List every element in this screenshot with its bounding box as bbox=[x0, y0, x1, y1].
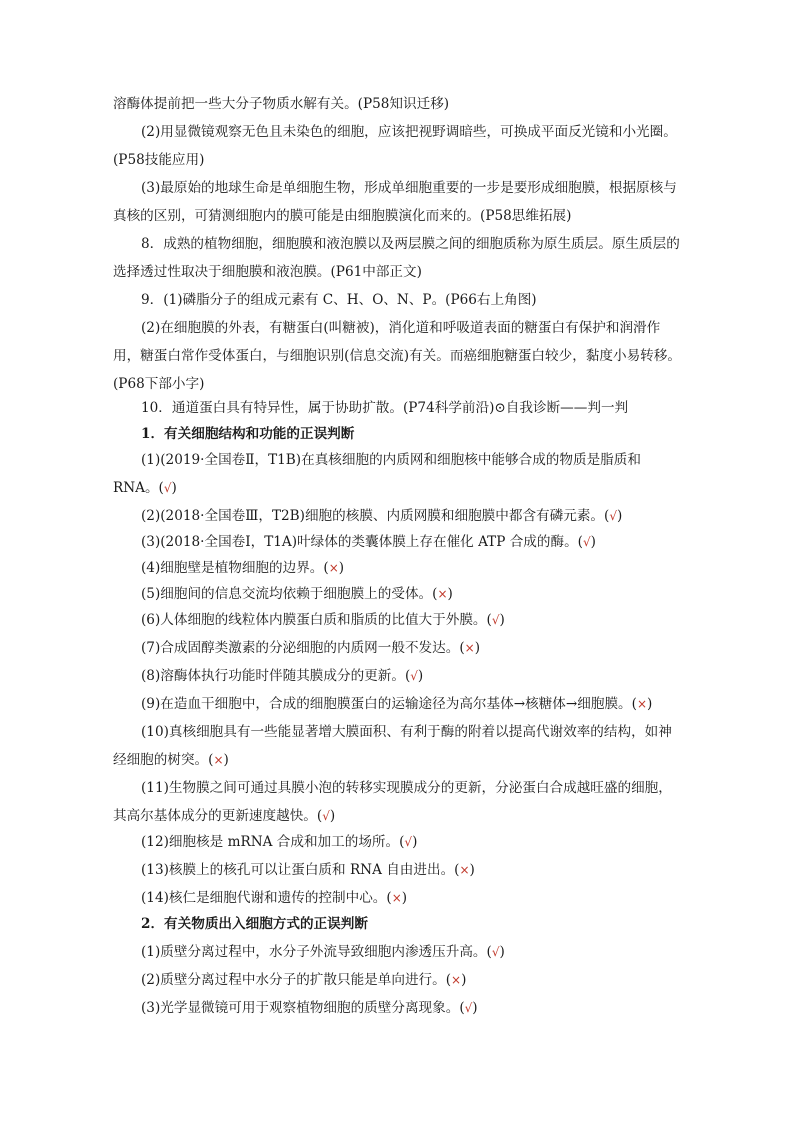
text-line: (14)核仁是细胞代谢和遗传的控制中心。(×) bbox=[141, 890, 408, 906]
check-mark: √ bbox=[609, 509, 617, 523]
cross-mark: × bbox=[636, 697, 647, 711]
text-line: (8)溶酶体执行功能时伴随其膜成分的更新。(√) bbox=[141, 668, 424, 684]
text-line: (4)细胞壁是植物细胞的边界。(×) bbox=[141, 560, 345, 576]
check-mark: √ bbox=[491, 613, 500, 627]
cross-mark: × bbox=[464, 641, 475, 655]
text-line: (3)最原始的地球生命是单细胞生物，形成单细胞重要的一步是要形成细胞膜，根据原核与真核的区别，可猜测细胞内的膜可能是由细胞膜演化而来的。(P58思维拓展) bbox=[113, 180, 677, 224]
text-line: (13)核膜上的核孔可以让蛋白质和 RNA 自由进出。(×) bbox=[141, 862, 475, 878]
section-heading: 1．有关细胞结构和功能的正误判断 bbox=[141, 426, 355, 442]
text-line: (12)细胞核是 mRNA 合成和加工的场所。(√) bbox=[141, 834, 418, 850]
check-mark: √ bbox=[464, 1001, 473, 1015]
text-line: (5)细胞间的信息交流均依赖于细胞膜上的受体。(×) bbox=[141, 586, 453, 602]
text-line: (10)真核细胞具有一些能显著增大膜面积、有利于酶的附着以提高代谢效率的结构，如神经细胞的树突。(×) bbox=[113, 724, 672, 768]
text-line: (9)在造血干细胞中，合成的细胞膜蛋白的运输途径为高尔基体→核糖体→细胞膜。(×) bbox=[141, 696, 653, 712]
text-line: (2)质壁分离过程中水分子的扩散只能是单向进行。(×) bbox=[141, 972, 467, 988]
text-line: (3)(2018·全国卷Ⅰ，T1A)叶绿体的类囊体膜上存在催化 ATP 合成的酶。(√) bbox=[141, 534, 596, 550]
section-heading: 2．有关物质出入细胞方式的正误判断 bbox=[141, 916, 368, 932]
text-line: 8．成熟的植物细胞，细胞膜和液泡膜以及两层膜之间的细胞质称为原生质层。原生质层的选择透过性取决于细胞膜和液泡膜。(P61中部正文) bbox=[113, 236, 680, 280]
cross-mark: × bbox=[213, 753, 224, 767]
cross-mark: × bbox=[451, 973, 462, 987]
text-line: 溶酶体提前把一些大分子物质水解有关。(P58知识迁移) bbox=[113, 96, 450, 112]
check-mark: √ bbox=[491, 945, 500, 959]
text-line: 10．通道蛋白具有特异性，属于协助扩散。(P74科学前沿)⊙自我诊断——判一判 bbox=[141, 400, 629, 416]
text-line: (3)光学显微镜可用于观察植物细胞的质壁分离现象。(√) bbox=[141, 1000, 478, 1016]
check-mark: √ bbox=[410, 669, 418, 683]
cross-mark: × bbox=[391, 891, 402, 905]
text-line: (6)人体细胞的线粒体内膜蛋白质和脂质的比值大于外膜。(√) bbox=[141, 612, 505, 628]
text-line: (11)生物膜之间可通过具膜小泡的转移实现膜成分的更新，分泌蛋白合成越旺盛的细胞，其高尔基体成分的更新速度越快。(√) bbox=[113, 780, 672, 824]
check-mark: √ bbox=[582, 535, 591, 549]
check-mark: √ bbox=[322, 809, 330, 823]
text-line: (7)合成固醇类激素的分泌细胞的内质网一般不发达。(×) bbox=[141, 640, 480, 656]
check-mark: √ bbox=[404, 835, 413, 849]
cross-mark: × bbox=[328, 561, 339, 575]
text-line: (1)质壁分离过程中，水分子外流导致细胞内渗透压升高。(√) bbox=[141, 944, 505, 960]
text-line: (2)(2018·全国卷Ⅲ，T2B)细胞的核膜、内质网膜和细胞膜中都含有磷元素。(√) bbox=[141, 508, 623, 524]
text-line: (2)在细胞膜的外表，有糖蛋白(叫糖被)，消化道和呼吸道表面的糖蛋白有保护和润滑作用，糖蛋白常作受体蛋白，与细胞识别(信息交流)有关。而癌细胞糖蛋白较少，黏度小易转移。(P68下部小字) bbox=[113, 320, 681, 392]
cross-mark: × bbox=[437, 587, 448, 601]
check-mark: √ bbox=[163, 481, 172, 495]
text-line: (2)用显微镜观察无色且未染色的细胞，应该把视野调暗些，可换成平面反光镜和小光圈。(P58技能应用) bbox=[113, 124, 677, 168]
text-line: (1)(2019·全国卷Ⅱ，T1B)在真核细胞的内质网和细胞核中能够合成的物质是脂质和 RNA。(√) bbox=[113, 452, 641, 496]
cross-mark: × bbox=[459, 863, 470, 877]
text-line: 9．(1)磷脂分子的组成元素有 C、H、O、N、P。(P66右上角图) bbox=[141, 292, 537, 308]
